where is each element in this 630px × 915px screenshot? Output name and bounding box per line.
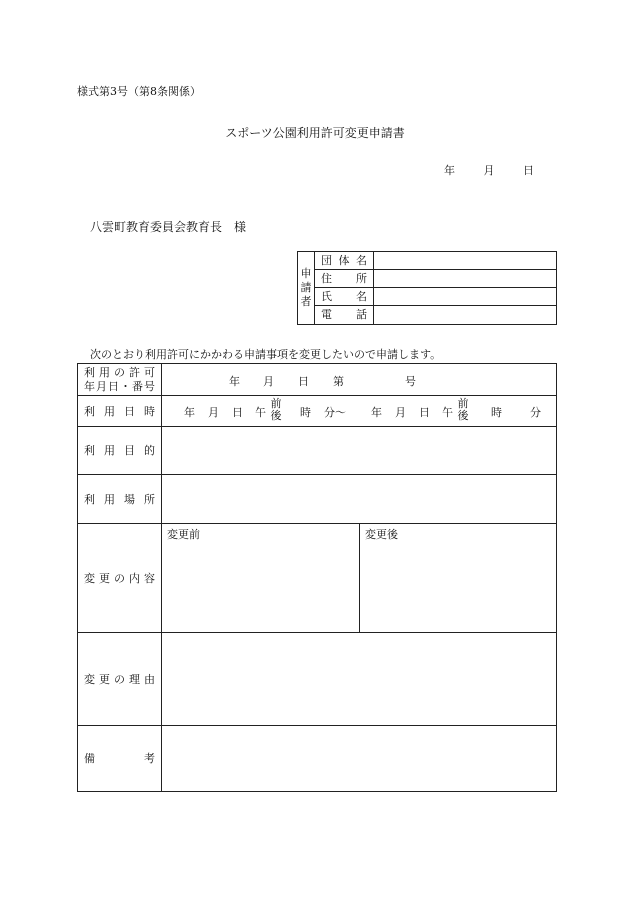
reason-text: 変更の理由 [84,672,155,686]
purpose-text: 利用目的 [84,444,155,457]
permit-label-line2: 年月日・番号 [84,379,155,393]
date-day: 日 [523,164,534,177]
after-label: 変更後 [365,528,398,541]
permit-year: 年 [229,375,240,388]
permit-dai: 第 [333,375,344,388]
date-year: 年 [444,164,455,177]
end-hour: 時 [491,406,502,419]
applicant-row-name[interactable] [315,288,556,306]
document-title: スポーツ公園利用許可変更申請書 [225,126,405,140]
phone-label: 電話 [315,306,374,324]
permit-day: 日 [298,375,309,388]
addressee [90,218,246,235]
main-table [77,363,557,792]
start-month: 月 [208,406,219,419]
after-field[interactable] [360,540,556,631]
name-label: 氏名 [315,288,374,305]
start-gozen-prefix: 午 [255,406,266,419]
applicant-side-label [298,252,315,324]
reason-label [78,632,161,725]
end-gozen-prefix: 午 [442,406,453,419]
start-minute: 分〜 [324,406,346,419]
permit-month: 月 [263,375,274,388]
applicant-char-1: 申 [300,267,312,280]
end-day: 日 [419,406,430,419]
remarks-text: 備考 [84,752,155,765]
change-content-label [78,523,161,632]
applicant-row-phone[interactable] [315,306,556,324]
address-label: 住所 [315,270,374,287]
change-content-text: 変更の内容 [84,571,155,585]
date-line [444,162,534,178]
reason-field[interactable] [162,633,556,724]
end-month: 月 [395,406,406,419]
permit-label [78,364,161,395]
place-field[interactable] [162,475,556,522]
purpose-label [78,426,161,474]
place-label [78,474,161,523]
date-month: 月 [483,164,495,177]
end-pm: 後 [457,409,469,422]
applicant-char-3: 者 [300,295,312,308]
start-am: 前 [270,397,282,410]
start-ampm-stack [269,398,283,422]
start-hour: 時 [300,406,311,419]
start-year: 年 [184,406,195,419]
applicant-row-address[interactable] [315,270,556,288]
addressee-name: 八雲町教育委員会教育長 [90,220,223,234]
applicant-box [297,251,557,325]
place-text: 利用場所 [84,492,155,506]
end-minute: 分 [530,406,541,419]
applicant-row-group-name[interactable] [315,252,556,270]
remarks-label [78,725,161,791]
start-pm: 後 [270,409,282,422]
group-name-label: 団体名 [315,252,374,269]
end-year: 年 [371,406,382,419]
before-field[interactable] [162,540,358,631]
usage-datetime-text: 利用日時 [84,404,155,418]
start-day: 日 [232,406,243,419]
end-am: 前 [457,397,469,410]
usage-datetime-label [78,395,161,426]
permit-gou: 号 [405,375,416,388]
purpose-field[interactable] [162,427,556,473]
intro-text: 次のとおり利用許可にかかわる申請事項を変更したいので申請します。 [90,348,442,361]
applicant-char-2: 請 [300,281,312,294]
remarks-field[interactable] [162,726,556,790]
honorific: 様 [234,220,247,234]
before-label: 変更前 [167,528,200,541]
end-ampm-stack [456,398,470,422]
form-number: 様式第3号（第8条関係） [77,85,201,98]
permit-label-line1: 利用の許可 [84,365,155,379]
